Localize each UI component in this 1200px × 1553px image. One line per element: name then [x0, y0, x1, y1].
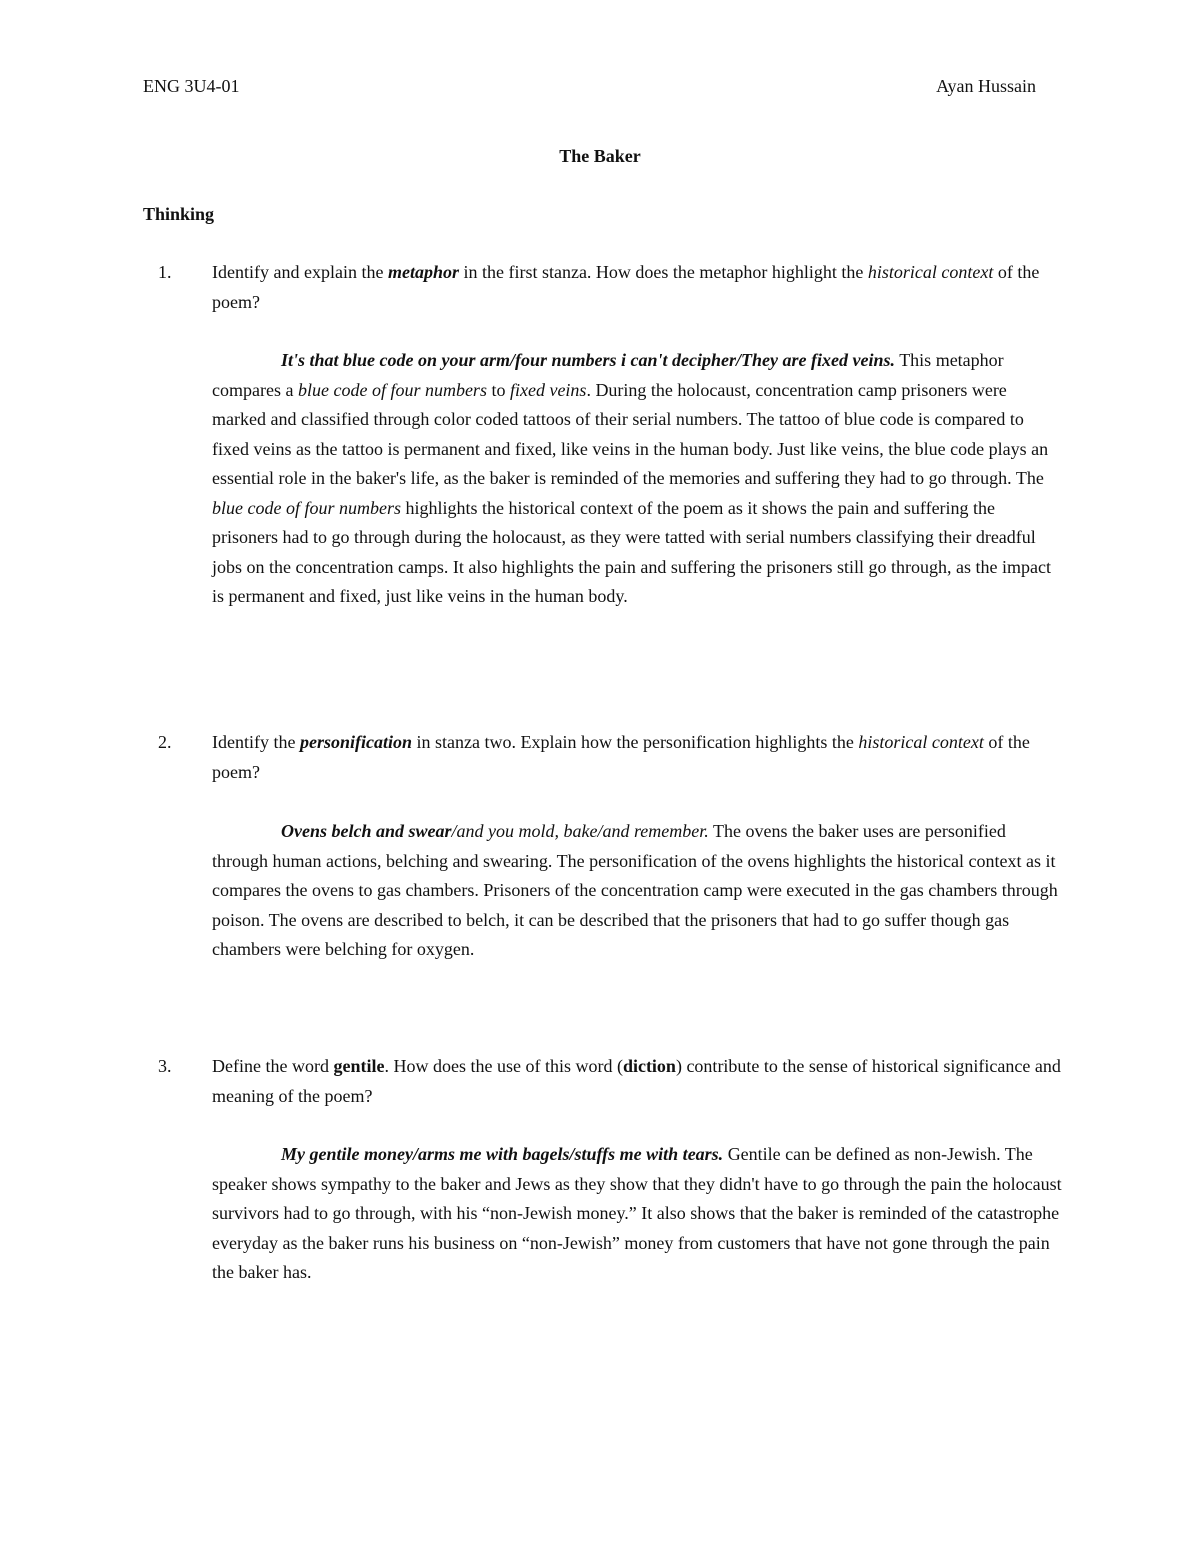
answer-quote-rest: /and you mold, bake/and remember. [451, 821, 709, 841]
answer-text-part: highlights the historical context of the poem as it shows the pain and suffering the prisoners had to go through during the holocaust, as they were tatted with serial numbers classifying their dreadful jobs on the concentration camps. It also highlights the pain and suffering the prisoners still go through, as the impact is permanent and fixed, just like veins in the human body. [212, 497, 1052, 606]
question-text-part: of the poem? [212, 262, 1040, 312]
answer-emphasis: fixed veins [509, 379, 587, 400]
answer-text [212, 1140, 1062, 1288]
question-text-part: of the poem? [212, 732, 1030, 782]
question-term: historical context [867, 262, 994, 282]
question-number: 2. [158, 732, 172, 752]
answer-quote: Ovens belch and swear [281, 821, 452, 841]
question-number: 3. [158, 1056, 172, 1076]
question-text-part: in stanza two. Explain how the personification highlights the [412, 732, 859, 752]
question-term: personification [299, 732, 412, 752]
question-term: historical context [858, 732, 984, 752]
question-text-part: in the first stanza. How does the metaphor highlight the [458, 262, 868, 282]
question-text-part: Identify the [212, 732, 300, 752]
section-heading: Thinking [143, 204, 215, 224]
question-text [212, 258, 1062, 317]
answer-text-part: Gentile can be defined as non-Jewish. The speaker shows sympathy to the baker and Jews as they show that they didn't have to go through the pain the holocaust survivors had to go through, with his “non-Jewish money.” It also shows that the baker is reminded of the catastrophe everyday as the baker runs his business on “non-Jewish” money from customers that have not gone through the pain the baker has. [212, 1144, 1062, 1282]
answer-text-part: This metaphor compares a [212, 350, 1004, 400]
question-text-part: ) contribute to the sense of historical significance and meaning of the poem? [212, 1056, 1061, 1106]
answer-text-part: to [486, 379, 510, 400]
course-code: ENG 3U4-01 [143, 76, 240, 96]
question-number: 1. [158, 262, 172, 282]
answer-quote: It's that blue code on your arm/four numbers i can't decipher/They are fixed veins. [281, 350, 896, 370]
question-text [212, 728, 1062, 787]
answer-text-part: The ovens the baker uses are personified through human actions, belching and swearing. The personification of the ovens highlights the historical context as it compares the ovens to gas chambers. Prisoners of the concentration camp were executed in the gas chambers through poison. The ovens are described to belch, it can be described that the prisoners that had to go suffer though gas chambers were belching for oxygen. [212, 821, 1058, 959]
question-term: diction [622, 1056, 676, 1076]
answer-text [212, 817, 1062, 965]
answer-text [212, 346, 1062, 612]
question-term: gentile [333, 1056, 385, 1076]
question-text-part: Define the word [212, 1056, 334, 1076]
question-text-part: . How does the use of this word ( [384, 1056, 623, 1076]
answer-emphasis: blue code of four numbers [297, 379, 487, 400]
document-title: The Baker [559, 146, 641, 166]
question-text-part: Identify and explain the [212, 262, 388, 282]
answer-text-part: . During the holocaust, concentration camp prisoners were marked and classified through color coded tattoos of their serial numbers. The tattoo of blue code is compared to fixed veins as the tattoo is permanent and fixed, like veins in the human body. Just like veins, the blue code plays an essential role in the baker's life, as the baker is reminded of the memories and suffering they had to go through. The [212, 379, 1049, 488]
answer-emphasis: blue code of four numbers [212, 497, 401, 518]
answer-quote: My gentile money/arms me with bagels/stuffs me with tears. [281, 1144, 724, 1164]
question-term: metaphor [387, 262, 459, 282]
author-name: Ayan Hussain [936, 76, 1036, 96]
question-text [212, 1052, 1062, 1111]
